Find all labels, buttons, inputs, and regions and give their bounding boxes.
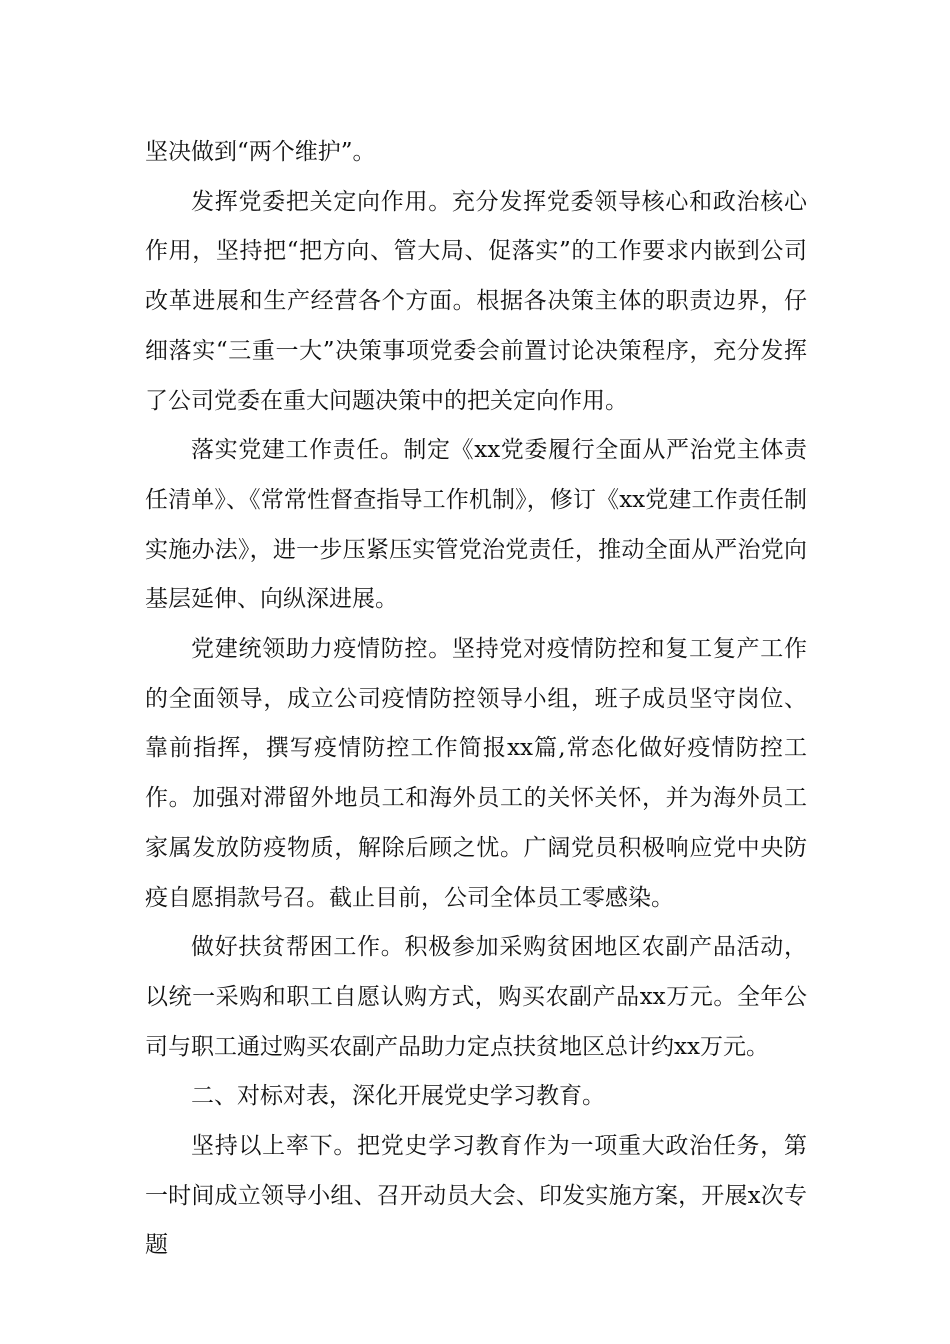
paragraph-epidemic-prevention: 党建统领助力疫情防控。坚持党对疫情防控和复工复产工作的全面领导，成立公司疫情防控领导小组，班子成员坚守岗位、靠前指挥，撰写疫情防控工作简报xx篇,常态化做好疫情防控工作。加强对滞留外地员工和海外员工的关怀关怀，并为海外员工家属发放防疫物质，解除后顾之忧。广阔党员积极响应党中央防疫自愿捐款号召。截止目前，公司全体员工零感染。 [145, 636, 807, 911]
section-heading-party-history: 二、对标对表，深化开展党史学习教育。 [191, 1083, 605, 1110]
paragraph-party-committee-role: 发挥党委把关定向作用。充分发挥党委领导核心和政治核心作用，坚持把“把方向、管大局、促落实”的工作要求内嵌到公司改革进展和生产经营各个方面。根据各决策主体的职责边界，仔细落实“三重一大”决策事项党委会前置讨论决策程序，充分发挥了公司党委在重大问题决策中的把关定向作用。 [145, 188, 807, 414]
paragraph-lead-by-example: 坚持以上率下。把党史学习教育作为一项重大政治任务，第一时间成立领导小组、召开动员大会、印发实施方案，开展x次专题 [145, 1133, 807, 1259]
paragraph-poverty-alleviation: 做好扶贫帮困工作。积极参加采购贫困地区农副产品活动，以统一采购和职工自愿认购方式，购买农副产品xx万元。全年公司与职工通过购买农副产品助力定点扶贫地区总计约xx万元。 [145, 934, 807, 1060]
paragraph-continuation: 坚决做到“两个维护”。 [145, 139, 376, 165]
paragraph-party-building-responsibility: 落实党建工作责任。制定《xx党委履行全面从严治党主体责任清单》、《常常性督查指导工作机制》，修订《xx党建工作责任制实施办法》，进一步压紧压实管党治党责任，推动全面从严治党向基层延伸、向纵深进展。 [145, 437, 807, 613]
document-body [145, 128, 807, 1271]
